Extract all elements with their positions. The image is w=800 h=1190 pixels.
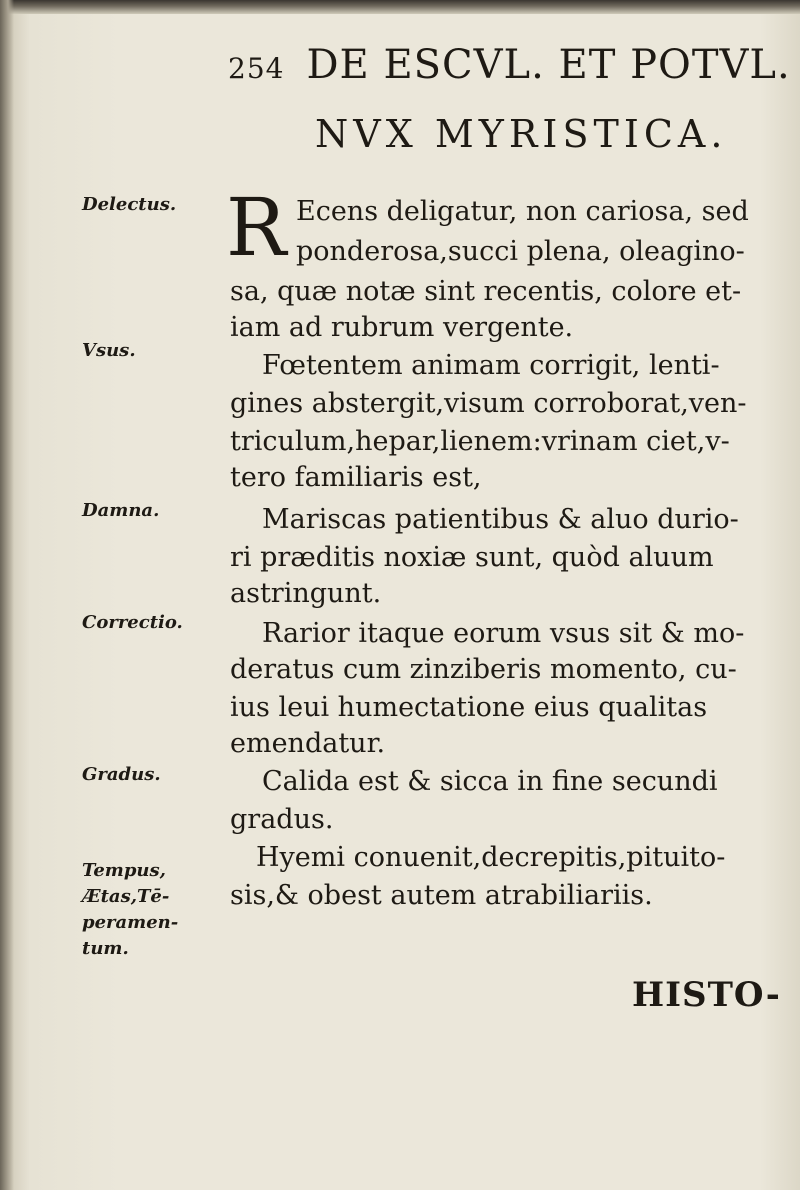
sidenote-peramen: peramen- — [82, 912, 179, 933]
text-line: ponderosa,succi plena, oleagino- — [296, 236, 745, 267]
sidenote-vsus: Vsus. — [82, 340, 136, 361]
text-line: astringunt. — [230, 578, 382, 609]
text-line: Calida est & sicca in fine secundi — [262, 766, 718, 797]
text-line: emendatur. — [230, 728, 386, 759]
running-head — [228, 42, 791, 88]
text-line: Rarior itaque eorum vsus sit & mo- — [262, 618, 745, 649]
sidenote-gradus: Gradus. — [82, 764, 161, 785]
sidenote-damna: Damna. — [82, 500, 160, 521]
sidenote-correctio: Correctio. — [82, 612, 183, 633]
catchword: HISTO- — [632, 975, 781, 1015]
text-line: deratus cum zinziberis momento, cu- — [230, 654, 737, 685]
text-line: tero familiaris est, — [230, 462, 482, 493]
text-line: gradus. — [230, 804, 334, 835]
sidenote-tempus: Tempus, — [82, 860, 166, 881]
running-title: DE ESCVL. ET POTVL. — [306, 42, 791, 88]
text-line: Hyemi conuenit,decrepitis,pituito- — [256, 842, 726, 873]
text-line: Fœtentem animam corrigit, lenti- — [262, 350, 720, 381]
page-number: 254 — [228, 52, 285, 85]
text-line: Mariscas patientibus & aluo durio- — [262, 504, 739, 535]
sidenote-tum: tum. — [82, 938, 129, 959]
text-line: ri præditis noxiæ sunt, quòd aluum — [230, 542, 714, 573]
section-title: NVX MYRISTICA. — [315, 112, 728, 156]
text-line: gines abstergit,visum corroborat,ven- — [230, 388, 747, 419]
text-line: iam ad rubrum vergente. — [230, 312, 574, 343]
text-line: Ecens deligatur, non cariosa, sed — [296, 196, 749, 227]
sidenote-aetas: Ætas,Tē- — [82, 886, 170, 907]
text-line: sa, quæ notæ sint recentis, colore et- — [230, 276, 742, 307]
text-line: ius leui humectatione eius qualitas — [230, 692, 708, 723]
sidenote-delectus: Delectus. — [82, 194, 177, 215]
text-line: sis,& obest autem atrabiliariis. — [230, 880, 653, 911]
drop-cap-initial: R — [226, 181, 287, 274]
text-line: triculum,hepar,lienem:vrinam ciet,v- — [230, 426, 730, 457]
